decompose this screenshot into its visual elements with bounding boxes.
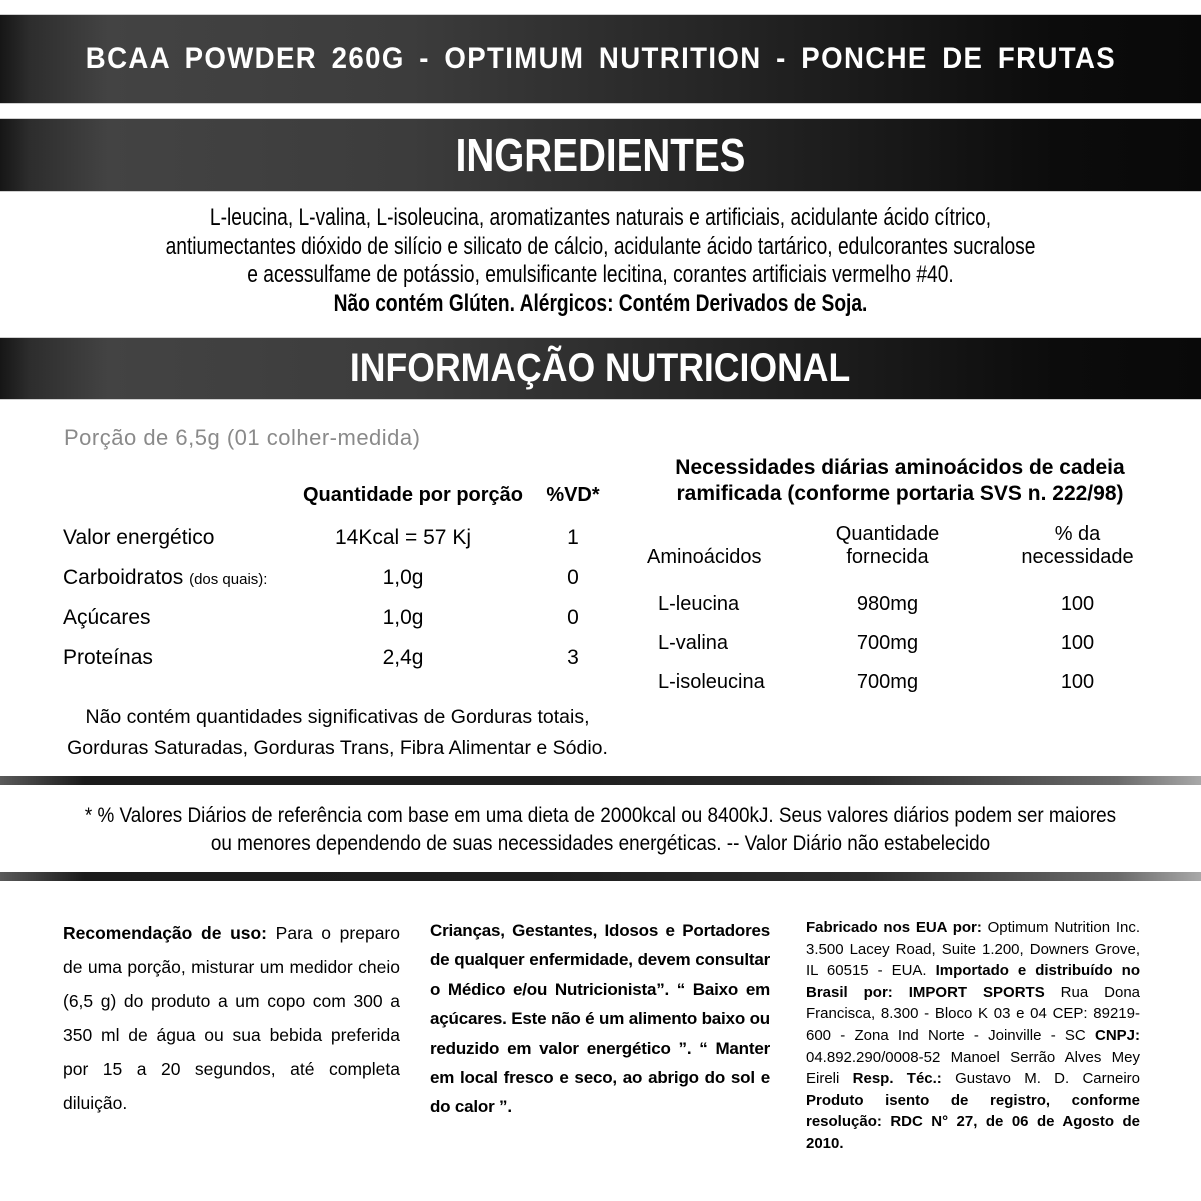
ingredients-banner	[0, 118, 1201, 192]
footnote-line: ou menores dependendo de suas necessidades energéticas. -- Valor Diário não estabelecido	[210, 832, 991, 855]
usage-body: Para o preparo de uma porção, misturar um medidor cheio (6,5 g) do produto a um copo com 300 a 350 ml de água ou sua bebida preferida por 15 a 20 segundos, até completa diluição.	[63, 923, 400, 1113]
mfr-segment: Importado e distribuído no Brasil por: IMPORT SPORTS	[806, 962, 1140, 1001]
mfr-segment: Optimum Nutrition Inc. 3.500 Lacey Road, Suite 1.200, Downers Grove, IL 60515 - EUA.	[806, 919, 1140, 980]
table-row	[63, 558, 643, 598]
mfr-segment: 04.892.290/0008-52 Manoel Serrão Alves Mey Eireli	[806, 1048, 1140, 1088]
ingredients-heading: INGREDIENTES	[455, 129, 746, 181]
amino-col-header-line: Quantidade	[835, 523, 940, 545]
amino-amount: 700mg	[856, 632, 919, 654]
row-vd: 1	[567, 526, 579, 549]
amino-amount: 700mg	[856, 671, 919, 693]
amino-table-header	[645, 523, 1155, 569]
row-label-text: Valor energético	[63, 526, 215, 549]
warnings-text: Crianças, Gestantes, Idosos e Portadores de qualquer enfermidade, devem consultar o Médico e/ou Nutricionista”. “ Baixo em açúcares. Este não é um alimento baixo ou reduzido em valor energético ”. “ Manter em local fresco e seco, ao abrigo do sol e do calor ”.	[430, 921, 770, 1117]
ingredients-text	[0, 204, 1201, 318]
amino-name: L-isoleucina	[658, 671, 765, 693]
qty-per-serving-header: Quantidade por porção	[303, 483, 524, 506]
row-qty: 14Kcal = 57 Kj	[334, 526, 471, 549]
amino-title-line: ramificada (conforme portaria SVS n. 222/98)	[676, 482, 1124, 505]
row-label-note: (dos quais):	[189, 571, 268, 588]
amino-name: L-leucina	[658, 593, 740, 615]
product-title-banner	[0, 14, 1201, 104]
row-vd: 3	[567, 646, 579, 669]
nutrition-heading: INFORMAÇÃO NUTRICIONAL	[350, 346, 851, 390]
amino-pct: 100	[1060, 632, 1095, 654]
amino-pct: 100	[1060, 593, 1095, 615]
row-vd: 0	[567, 566, 579, 589]
amino-col-header	[775, 523, 1000, 569]
amino-col-header-line: necessidade	[1021, 546, 1134, 568]
row-vd: 0	[567, 606, 579, 629]
mfr-segment: Resp. Téc.:	[852, 1070, 956, 1088]
ingredients-line: L-leucina, L-valina, L-isoleucina, aromatizantes naturais e artificiais, acidulante ácido cítrico,	[209, 204, 992, 231]
amino-table-rows	[645, 585, 1155, 702]
row-label	[63, 646, 303, 670]
divider-bar	[0, 872, 1201, 881]
ingredients-line: antiumectantes dióxido de silício e silicato de cálcio, acidulante ácido tartárico, edulcorantes sucralose	[165, 232, 1036, 260]
row-qty: 1,0g	[382, 566, 424, 589]
row-label	[63, 566, 303, 590]
amino-row	[645, 624, 1155, 663]
mfr-segment: Produto isento de registro, conforme resolução: RDC N° 27, de 06 de Agosto de 2010.	[806, 1091, 1140, 1152]
footnote-line: * % Valores Diários de referência com base em uma dieta de 2000kcal ou 8400kJ. Seus valores diários podem ser maiores	[84, 804, 1117, 827]
note-line: Gorduras Saturadas, Gorduras Trans, Fibra Alimentar e Sódio.	[67, 737, 608, 759]
mfr-segment: Fabricado nos EUA por:	[806, 919, 988, 936]
usage-recommendation	[63, 916, 400, 1120]
amino-title-line: Necessidades diárias aminoácidos de cadeia	[675, 456, 1125, 479]
vd-header: %VD*	[546, 483, 600, 506]
amino-col-header-line: % da	[1054, 523, 1101, 545]
table-row	[63, 638, 643, 678]
row-label	[63, 526, 303, 550]
product-title: BCAA POWDER 260G - OPTIMUM NUTRITION - PONCHE DE FRUTAS	[85, 42, 1116, 75]
manufacturer-info	[806, 917, 1140, 1155]
row-label-text: Proteínas	[63, 646, 153, 669]
nutrition-table	[63, 480, 643, 678]
divider-bar	[0, 776, 1201, 785]
table-row	[63, 518, 643, 558]
row-label-text: Açúcares	[63, 606, 151, 629]
nutrition-banner	[0, 337, 1201, 400]
amino-pct: 100	[1060, 671, 1095, 693]
mfr-segment: Gustavo M. D. Carneiro	[955, 1070, 1140, 1088]
amino-acids-table	[645, 455, 1155, 702]
daily-values-footnote	[0, 802, 1201, 858]
amino-table-title	[645, 455, 1155, 507]
table-row	[63, 598, 643, 638]
amino-col-header	[1000, 523, 1155, 569]
row-label-text: Carboidratos	[63, 566, 184, 589]
amino-col-header: Aminoácidos	[647, 546, 762, 568]
ingredients-line: e acessulfame de potássio, emulsificante lecitina, corantes artificiais vermelho #40.	[247, 261, 954, 288]
note-line: Não contém quantidades significativas de Gorduras totais,	[85, 706, 590, 728]
allergen-line: Não contém Glúten. Alérgicos: Contém Derivados de Soja.	[333, 289, 868, 317]
usage-lead: Recomendação de uso:	[63, 923, 268, 943]
amino-name: L-valina	[658, 632, 729, 654]
mfr-segment: CNPJ:	[1094, 1026, 1140, 1044]
row-label	[63, 606, 303, 630]
serving-size: Porção de 6,5g (01 colher-medida)	[64, 425, 421, 450]
row-qty: 1,0g	[382, 606, 424, 629]
amino-col-header-line: fornecida	[846, 546, 929, 568]
no-significant-amounts-note	[40, 702, 635, 764]
mfr-segment: Rua Dona Francisca, 8.300 - Bloco K 03 e 04 CEP: 89219-600 - Zona Ind Norte - Joinville - SC	[806, 983, 1141, 1044]
amino-row	[645, 585, 1155, 624]
row-qty: 2,4g	[382, 646, 424, 669]
amino-amount: 980mg	[856, 593, 919, 615]
nutrition-table-header	[63, 480, 643, 510]
amino-row	[645, 663, 1155, 702]
